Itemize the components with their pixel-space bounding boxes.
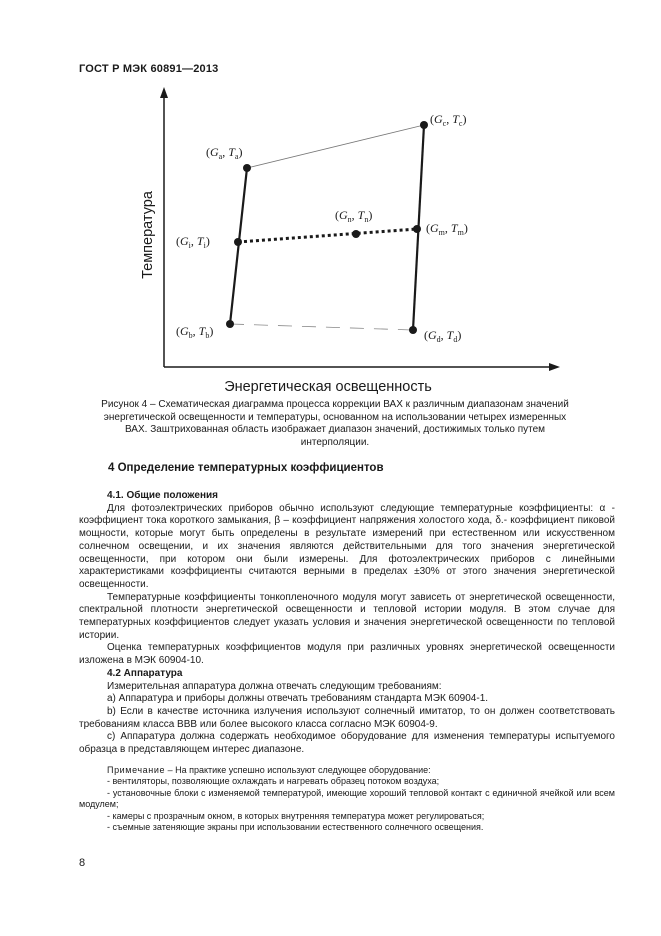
list-item: b) Если в качестве источника излучения используют солнечный имитатор, то он должен соответствовать требованиям класса ВВВ или более высокого класса согласно МЭК 60904-9. [79,705,615,730]
note-label: Примечание [107,764,166,775]
note-block [79,765,615,834]
line-a-c [247,125,424,168]
document-header: ГОСТ Р МЭК 60891—2013 [79,63,219,75]
point-i [234,238,242,246]
note-item: - съемные затеняющие экраны при использовании естественного солнечного освещения. [107,822,484,833]
page-number: 8 [79,857,86,869]
point-b [226,320,234,328]
label-a: ($G_a$, $T_a$) [206,145,243,161]
line-i-m [238,229,417,242]
point-d [409,326,417,334]
label-i: ($G_i$, $T_i$) [176,234,210,250]
point-a [243,164,251,172]
label-b: ($G_b$, $T_b$) [176,324,214,340]
line-b-d [230,324,413,330]
point-n [352,230,360,238]
point-c [420,121,428,129]
paragraph: Измерительная аппаратура должна отвечать следующим требованиям: [107,680,442,692]
point-m [413,225,421,233]
note-item: - установочные блоки с изменяемой температурой, имеющие хороший тепловой контакт с единичной ячейкой или всем модулем; [79,787,615,810]
label-d: ($G_d$, $T_d$) [424,328,462,344]
note-item: - камеры с прозрачным окном, в которых внутренняя температура может регулироваться; [107,810,485,821]
paragraph: Температурные коэффициенты тонкопленочного модуля могут зависеть от энергетической освещенности, спектральной плотности энергетической освещенности и тепловой истории модуля. В этом случае для температурных коэффициентов следует указать условия и значения энергетической освещенности по тепловой истории. [79,591,615,641]
x-axis-label: Энергетическая освещенность [224,379,432,395]
figure-caption: Рисунок 4 – Схематическая диаграмма процесса коррекции ВАХ к различным диапазонам значений энергетической освещенности и температуры, основанном на использовании четырех измеренных ВАХ. Заштрихованная область изображает диапазон значений, достижимых только путем интерполяции. [101,399,569,448]
list-item: с) Аппаратура должна содержать необходимое оборудование для изменения температуры испытуемого образца в представляющем интерес диапазоне. [79,731,615,756]
subsection-4-2-title: 4.2 Аппаратура [107,667,183,679]
paragraph: Для фотоэлектрических приборов обычно используют следующие температурные коэффициенты: α - коэффициент тока короткого замыкания, β – коэффициент напряжения холостого хода, δ.- коэффициент пиковой мощности, которые могут быть определены в результате измерений при естественном или искусственном солнечном освещении, и их значения являются действительными для того значения энергетической освещенности, при котором они были измерены. Для фотоэлектрических приборов с линейными характеристиками коэффициенты считаются верными в пределах ±30% от этого значения энергетической освещенности. [79,502,615,590]
note-item: - вентиляторы, позволяющие охлаждать и нагревать образец потоком воздуха; [107,776,440,787]
subsection-4-1-title: 4.1. Общие положения [107,490,218,501]
label-m: ($G_m$, $T_m$) [426,221,468,237]
y-axis-label: Температура [140,191,156,279]
list-item: а) Аппаратура и приборы должны отвечать требованиям стандарта МЭК 60904-1. [107,693,489,705]
diagram-svg [130,85,570,395]
note-text: – На практике успешно используют следующее оборудование: [165,764,431,775]
y-axis-arrow [160,87,168,98]
figure-4-diagram [130,85,570,395]
label-n: ($G_n$, $T_n$) [335,208,373,224]
section-4-title: 4 Определение температурных коэффициентов [108,462,384,474]
note-intro [79,765,615,777]
line-a-b [230,168,247,324]
label-c: ($G_c$, $T_c$) [430,112,467,128]
x-axis-arrow [549,363,560,371]
document-body [79,490,615,834]
paragraph: Оценка температурных коэффициентов модуля при различных уровнях энергетической освещенности изложена в МЭК 60904-10. [79,642,615,667]
